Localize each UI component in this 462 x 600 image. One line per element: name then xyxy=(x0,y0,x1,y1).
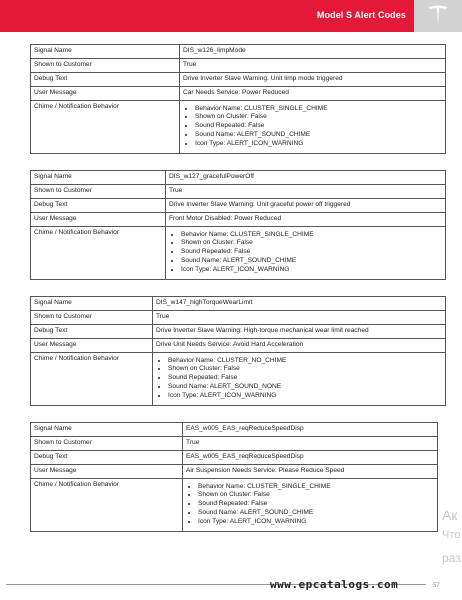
field-label: User Message xyxy=(31,212,166,226)
chime-list xyxy=(169,231,442,275)
debug-value: Drive Inverter Slave Warning: Unit limp mode triggered xyxy=(180,72,446,86)
table-row xyxy=(31,423,438,437)
table-row xyxy=(31,352,446,405)
user-message-value: Car Needs Service: Power Reduced xyxy=(180,86,446,100)
table-row xyxy=(31,45,446,59)
list-item: • Behavior Name: CLUSTER_NO_CHIME xyxy=(168,357,442,366)
chime-value xyxy=(183,478,438,531)
list-item: • Shown on Cluster: False xyxy=(195,113,442,122)
table-row xyxy=(31,58,446,72)
alert-table-2 xyxy=(30,170,446,280)
list-item: • Sound Repeated: False xyxy=(195,122,442,131)
table-row xyxy=(31,226,446,279)
field-label: Debug Text xyxy=(31,450,183,464)
shown-value: True xyxy=(180,58,446,72)
chime-list xyxy=(156,357,442,401)
list-item: • Icon Type: ALERT_ICON_WARNING xyxy=(195,140,442,149)
table-row xyxy=(31,450,438,464)
signal-name-value: DIS_w127_gracefulPowerOff xyxy=(166,171,446,185)
field-label: Signal Name xyxy=(31,297,153,311)
table-row xyxy=(31,310,446,324)
user-message-value: Drive Unit Needs Service: Avoid Hard Acceleration xyxy=(153,338,446,352)
chime-value xyxy=(153,352,446,405)
field-label: Chime / Notification Behavior xyxy=(31,100,180,153)
field-label: Shown to Customer xyxy=(31,310,153,324)
shown-value: True xyxy=(153,310,446,324)
field-label: Chime / Notification Behavior xyxy=(31,226,166,279)
field-label: Chime / Notification Behavior xyxy=(31,352,153,405)
field-label: User Message xyxy=(31,464,183,478)
debug-value: Drive Inverter Slave Warning: High-torque mechanical wear limit reached xyxy=(153,324,446,338)
user-message-value: Air Suspension Needs Service: Please Reduce Speed xyxy=(183,464,438,478)
table-row xyxy=(31,100,446,153)
table-row xyxy=(31,184,446,198)
list-item: • Sound Repeated: False xyxy=(181,248,442,257)
list-item: • Sound Name: ALERT_SOUND_CHIME xyxy=(198,509,434,518)
debug-value: EAS_w005_EAS_reqReduceSpeedDisp xyxy=(183,450,438,464)
table-row xyxy=(31,436,438,450)
chime-list xyxy=(186,483,434,527)
list-item: • Sound Name: ALERT_SOUND_CHIME xyxy=(181,257,442,266)
shown-value: True xyxy=(166,184,446,198)
watermark-text: Ак xyxy=(442,507,458,523)
shown-value: True xyxy=(183,436,438,450)
list-item: • Shown on Cluster: False xyxy=(198,491,434,500)
field-label: User Message xyxy=(31,338,153,352)
table-row xyxy=(31,464,438,478)
table-row xyxy=(31,478,438,531)
watermark-text: раз xyxy=(442,551,461,565)
debug-value: Drive Inverter Slave Warning: Unit graceful power off triggered xyxy=(166,198,446,212)
field-label: User Message xyxy=(31,86,180,100)
table-row xyxy=(31,212,446,226)
list-item: • Sound Name: ALERT_SOUND_NONE xyxy=(168,383,442,392)
field-label: Signal Name xyxy=(31,423,183,437)
chime-list xyxy=(183,105,442,149)
tesla-logo xyxy=(414,0,462,32)
table-row xyxy=(31,324,446,338)
list-item: • Sound Repeated: False xyxy=(198,500,434,509)
list-item: • Behavior Name: CLUSTER_SINGLE_CHIME xyxy=(181,231,442,240)
watermark-text: Что xyxy=(442,529,461,541)
page-header xyxy=(0,0,462,32)
list-item: • Shown on Cluster: False xyxy=(181,239,442,248)
table-row xyxy=(31,338,446,352)
field-label: Shown to Customer xyxy=(31,184,166,198)
table-row xyxy=(31,297,446,311)
field-label: Signal Name xyxy=(31,171,166,185)
user-message-value: Front Motor Disabled: Power Reduced xyxy=(166,212,446,226)
signal-name-value: DIS_w147_highTorqueWearLimit xyxy=(153,297,446,311)
field-label: Debug Text xyxy=(31,198,166,212)
list-item: • Behavior Name: CLUSTER_SINGLE_CHIME xyxy=(198,483,434,492)
list-item: • Behavior Name: CLUSTER_SINGLE_CHIME xyxy=(195,105,442,114)
table-row xyxy=(31,86,446,100)
document-title: Model S Alert Codes xyxy=(316,10,406,20)
chime-value xyxy=(166,226,446,279)
list-item: • Icon Type: ALERT_ICON_WARNING xyxy=(181,266,442,275)
table-row xyxy=(31,72,446,86)
alert-table-1 xyxy=(30,44,446,154)
field-label: Debug Text xyxy=(31,72,180,86)
field-label: Chime / Notification Behavior xyxy=(31,478,183,531)
list-item: • Shown on Cluster: False xyxy=(168,365,442,374)
alert-table-3 xyxy=(30,296,446,406)
chime-value xyxy=(180,100,446,153)
field-label: Signal Name xyxy=(31,45,180,59)
alert-table-4 xyxy=(30,422,438,532)
list-item: • Icon Type: ALERT_ICON_WARNING xyxy=(198,518,434,527)
field-label: Shown to Customer xyxy=(31,58,180,72)
field-label: Debug Text xyxy=(31,324,153,338)
list-item: • Sound Name: ALERT_SOUND_CHIME xyxy=(195,131,442,140)
field-label: Shown to Customer xyxy=(31,436,183,450)
list-item: • Icon Type: ALERT_ICON_WARNING xyxy=(168,392,442,401)
footer-site: www.epcatalogs.com xyxy=(270,578,399,591)
page-number: 57 xyxy=(433,583,440,589)
list-item: • Sound Repeated: False xyxy=(168,374,442,383)
signal-name-value: DIS_w126_limpMode xyxy=(180,45,446,59)
signal-name-value: EAS_w005_EAS_reqReduceSpeedDisp xyxy=(183,423,438,437)
table-row xyxy=(31,198,446,212)
table-row xyxy=(31,171,446,185)
